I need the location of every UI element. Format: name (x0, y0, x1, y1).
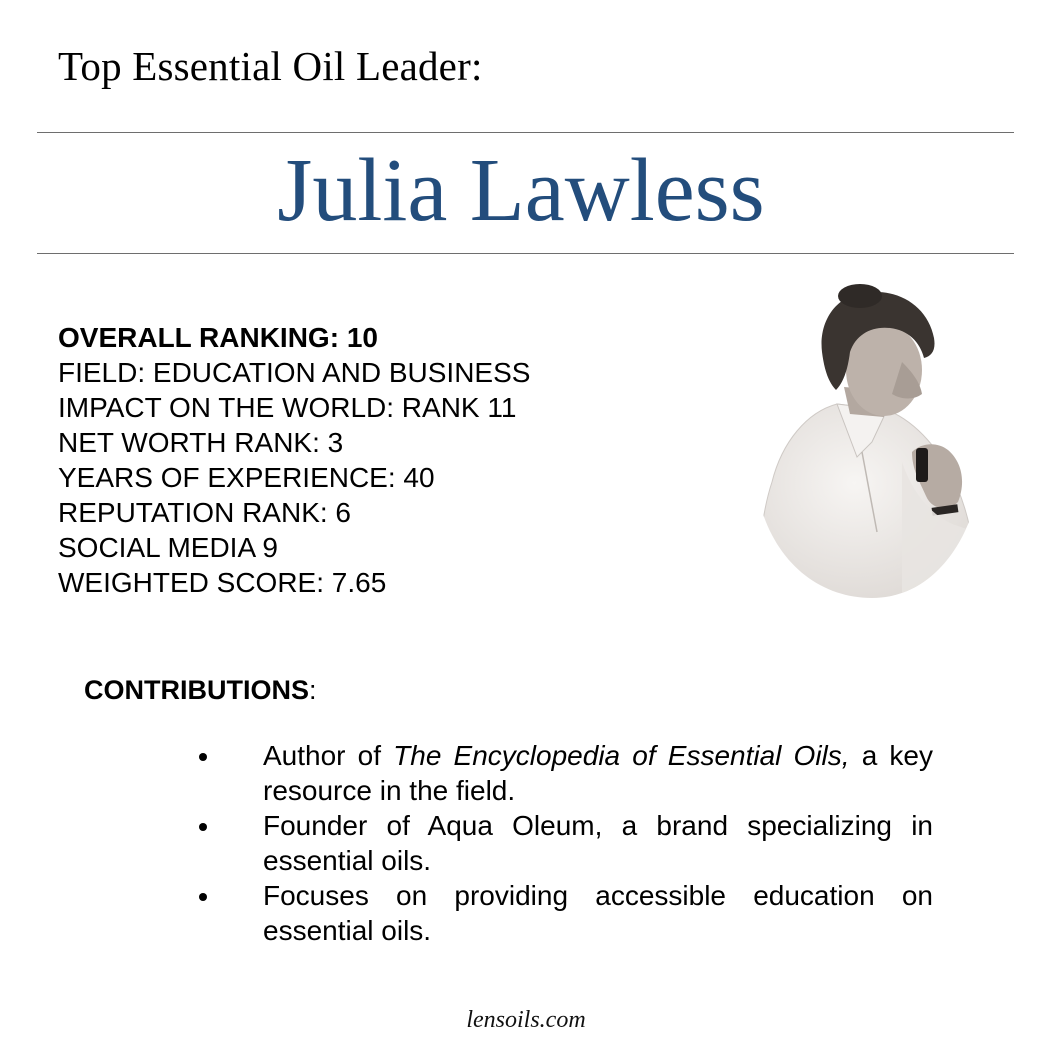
top-divider (37, 132, 1014, 133)
portrait-photo-icon (752, 282, 984, 602)
overall-ranking: OVERALL RANKING: 10 (58, 322, 378, 353)
impact-line: IMPACT ON THE WORLD: RANK 11 (58, 392, 517, 423)
bullet-icon (199, 753, 207, 761)
field-line: FIELD: EDUCATION AND BUSINESS (58, 357, 531, 388)
contributions-heading-label: CONTRIBUTIONS (84, 675, 309, 705)
reputation-line: REPUTATION RANK: 6 (58, 497, 352, 528)
bottle-shape (916, 448, 928, 482)
social-media-line: SOCIAL MEDIA 9 (58, 532, 278, 563)
contributions-list (263, 738, 933, 948)
contribution-item (263, 878, 933, 948)
bottom-divider (37, 253, 1014, 254)
contribution-suffix: a key resource in the field. (263, 740, 933, 806)
contribution-prefix: Author of (263, 740, 394, 771)
contribution-item (263, 738, 933, 808)
contribution-item (263, 808, 933, 878)
site-footer: lensoils.com (466, 1007, 586, 1033)
net-worth-line: NET WORTH RANK: 3 (58, 427, 344, 458)
weighted-score-line: WEIGHTED SCORE: 7.65 (58, 567, 387, 598)
page-kicker: Top Essential Oil Leader: (58, 43, 483, 89)
contributions-heading-colon: : (309, 675, 317, 705)
contribution-text: Focuses on providing accessible education on essential oils. (263, 880, 933, 946)
contributions-heading (84, 673, 317, 708)
contribution-text: Founder of Aqua Oleum, a brand specializing in essential oils. (263, 810, 933, 876)
book-title: The Encyclopedia of Essential Oils, (393, 740, 850, 771)
bullet-icon (199, 893, 207, 901)
bullet-icon (199, 823, 207, 831)
stats-list (58, 320, 530, 600)
leader-name: Julia Lawless (277, 141, 765, 240)
experience-line: YEARS OF EXPERIENCE: 40 (58, 462, 435, 493)
